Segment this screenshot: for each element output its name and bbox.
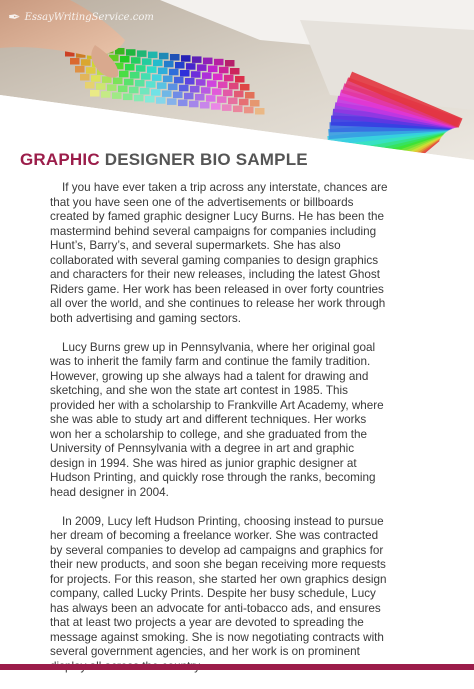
text-line: Lucy Burns grew up in Pennsylvania, where her original goal (62, 340, 376, 354)
site-logo (8, 8, 154, 26)
text-line: Riders game. Her work has been released in over forty countries (50, 282, 384, 296)
text-line: provided her with a scholarship to Frankville Art Academy, where (50, 398, 384, 412)
text-line: their new products, and soon she began receiving more requests (50, 558, 386, 571)
text-line: won her a scholarship to college, and she graduated from the (50, 427, 368, 441)
text-line: University of Pennsylvania with a degree in art and graphic (50, 442, 355, 455)
text-line: created by famed graphic designer Lucy Burns. He has been the (50, 210, 384, 223)
paragraph-3 (50, 515, 450, 675)
text-line: she was able to study art and different techniques. Her works (50, 413, 367, 426)
text-line: mastermind behind several campaigns for companies including (50, 224, 377, 238)
text-line: has always been an advocate for anti-tobacco ads, and ensures (50, 601, 381, 615)
text-line: company, called Lucky Prints. Despite her busy schedule, Lucy (50, 587, 376, 600)
text-line: both advertising and gaming sectors. (50, 311, 242, 325)
header-photo (0, 0, 474, 160)
text-line: However, growing up she always had a talent for drawing and (50, 369, 369, 383)
bio-body (50, 181, 450, 689)
text-line: Hudson Printing, and quickly rose through the ranks, becoming (50, 471, 376, 484)
text-line: was to inherit the family farm and continue the family tradition. (50, 355, 371, 368)
text-line: that at least two projects a year are devoted to spreading the (50, 616, 364, 629)
paragraph-1 (50, 181, 450, 326)
page-title (20, 150, 308, 170)
text-line: head designer in 2004. (50, 485, 169, 499)
text-line: In 2009, Lucy left Hudson Printing, choosing instead to pursue (62, 514, 384, 528)
text-line: and characters for their new releases, including the latest Ghost (50, 268, 381, 281)
text-line: that you have seen one of the advertisements or billboards (50, 195, 354, 209)
text-line: for projects. For this reason, she started her own graphics design (50, 572, 387, 586)
text-line: design in 1994. She was hired as junior graphic designer at (50, 456, 357, 470)
text-line: all over the world, and she continues to release her work through (50, 297, 386, 310)
text-line: sketching, and she won the state art contest in 1985. This (50, 384, 348, 397)
paragraph-2 (50, 341, 450, 501)
text-line: by several companies to develop ad campaigns and graphics for (50, 543, 384, 557)
text-line: her dream of becoming a freelance worker. She was contracted (50, 529, 379, 542)
text-line: If you have ever taken a trip across any interstate, chances are (62, 181, 388, 194)
logo-text: EssayWritingService.com (24, 11, 154, 23)
title-accent: GRAPHIC (20, 150, 100, 169)
text-line: Hunt’s, Barry’s, and several supermarkets. She has also (50, 239, 341, 252)
footer-band (0, 664, 474, 670)
text-line: message against smoking. She is now negotiating contracts with (50, 630, 384, 644)
title-rest: DESIGNER BIO SAMPLE (99, 150, 308, 169)
pen-nib-icon: ✒ (8, 8, 21, 26)
text-line: collaborated with several gaming companies to design graphics (50, 253, 379, 267)
text-line: several government agencies, and her work is on prominent (50, 645, 360, 658)
